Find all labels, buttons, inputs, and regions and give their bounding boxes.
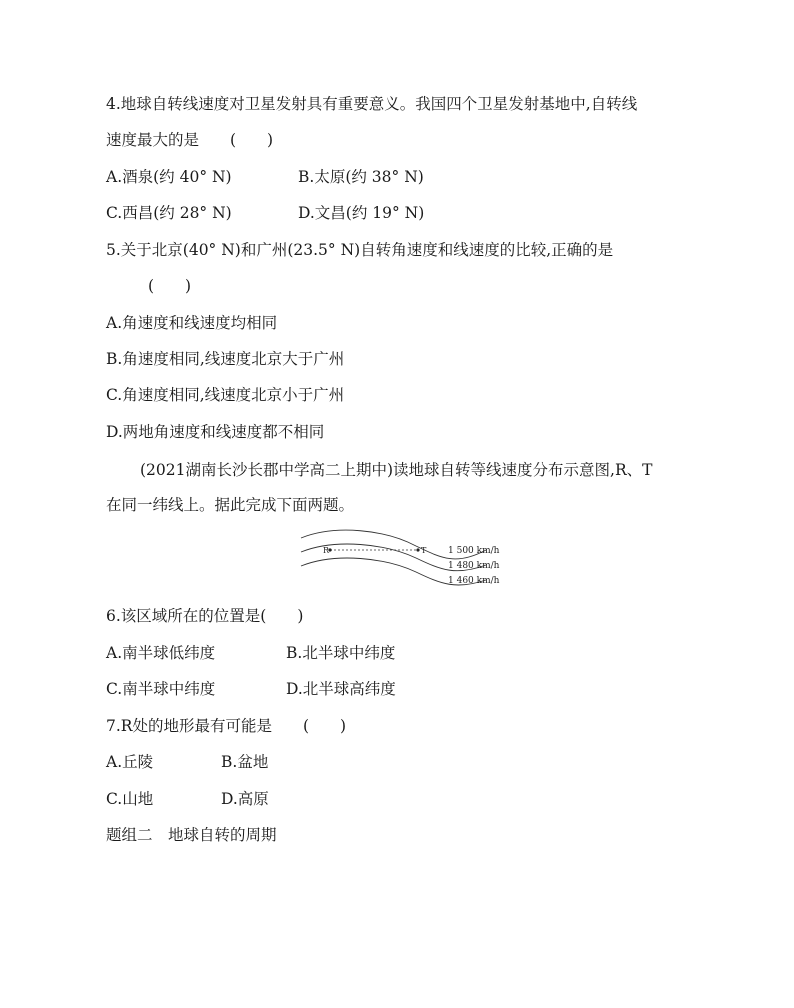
q6-option-a: A.南半球低纬度: [106, 644, 216, 662]
point-t-label: T: [421, 546, 427, 555]
q7-option-d: D.高原: [221, 790, 269, 808]
q4-option-c: C.西昌(约 28° N): [106, 204, 232, 222]
q5-option-a: A.角速度和线速度均相同: [106, 314, 278, 332]
point-r-label: R: [323, 546, 330, 555]
isoline-label-1500: 1 500 km/h: [448, 546, 500, 556]
q5-stem-line1: 5.关于北京(40° N)和广州(23.5° N)自转角速度和线速度的比较,正确的是: [106, 241, 614, 259]
isoline-label-1480: 1 480 km/h: [448, 561, 500, 571]
point-t-marker: [416, 548, 419, 551]
q6-option-c: C.南半球中纬度: [106, 680, 216, 698]
q5-option-d: D.两地角速度和线速度都不相同: [106, 423, 325, 441]
q5-stem-line2: ( ): [148, 277, 192, 295]
q7-option-c: C.山地: [106, 790, 154, 808]
q5-option-c: C.角速度相同,线速度北京小于广州: [106, 386, 345, 404]
q4-option-d: D.文昌(约 19° N): [298, 204, 425, 222]
q7-option-a: A.丘陵: [106, 753, 154, 771]
isoline-label-1460: 1 460 km/h: [448, 576, 500, 586]
section-title: 题组二 地球自转的周期: [106, 826, 277, 844]
intro-line2: 在同一纬线上。据此完成下面两题。: [106, 496, 355, 514]
q6-option-b: B.北半球中纬度: [286, 644, 396, 662]
q6-option-d: D.北半球高纬度: [286, 680, 396, 698]
velocity-isoline-figure: [296, 524, 516, 594]
q6-stem: 6.该区域所在的位置是( ): [106, 607, 304, 625]
q7-option-b: B.盆地: [221, 753, 269, 771]
q7-stem: 7.R处的地形最有可能是 ( ): [106, 717, 347, 735]
q5-option-b: B.角速度相同,线速度北京大于广州: [106, 350, 345, 368]
q4-option-b: B.太原(约 38° N): [298, 168, 424, 186]
intro-line1: (2021湖南长沙长郡中学高二上期中)读地球自转等线速度分布示意图,R、T: [140, 461, 653, 479]
q4-stem-line1: 4.地球自转线速度对卫星发射具有重要意义。我国四个卫星发射基地中,自转线: [106, 95, 638, 113]
q4-option-a: A.酒泉(约 40° N): [106, 168, 232, 186]
q4-stem-line2: 速度最大的是 ( ): [106, 131, 274, 149]
isoline-diagram: [296, 524, 516, 594]
